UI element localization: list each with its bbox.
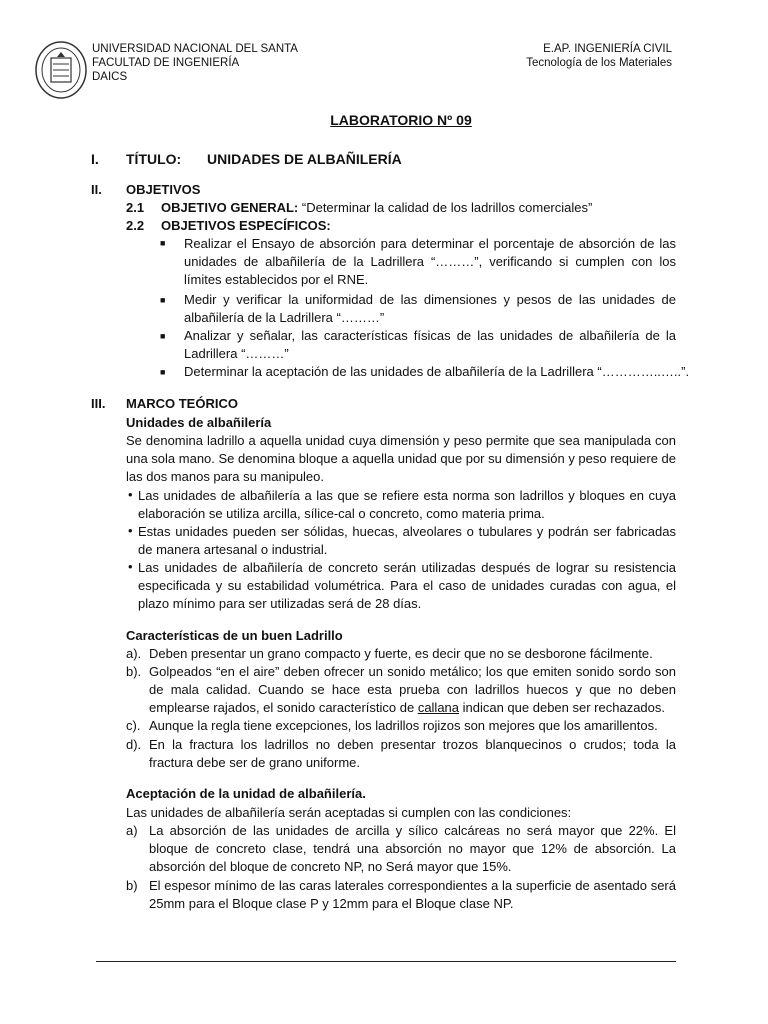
char-label-b: b). — [126, 664, 142, 679]
accept-label-b: b) — [126, 878, 138, 893]
section3-label: MARCO TEÓRICO — [126, 396, 238, 411]
section2-num: II. — [91, 182, 102, 197]
char-label-d: d). — [126, 737, 142, 752]
bullet-marker: ■ — [160, 331, 166, 341]
objective-bullet-1: Realizar el Ensayo de absorción para determinar el porcentaje de absorción de las unidades de albañilería de la Ladrillera “………”, verificando si cumplen con los límites establecidos por el RNE. — [184, 236, 676, 288]
char-item-b-text: Golpeados “en el aire” deben ofrecer un sonido metálico; los que emiten sonido sordo son de mala calidad. Cuando se hace esta prueba con ladrillos huecos y que no deben emplearse rajados, el sonido característico de — [149, 664, 676, 716]
char-item-b — [149, 663, 676, 718]
bullet-marker: ■ — [160, 238, 166, 248]
section1-title: UNIDADES DE ALBAÑILERÍA — [207, 151, 402, 167]
header-left — [92, 42, 298, 84]
objective-specific-label: OBJETIVOS ESPECÍFICOS: — [161, 218, 331, 233]
units-bullet-marker: • — [128, 487, 133, 502]
accept-item-b: El espesor mínimo de las caras laterales correspondientes a la superficie de asentado será 25mm para el Bloque clase P y 12mm para el Bloque clase NP. — [149, 878, 676, 912]
objective-bullet-3: Analizar y señalar, las características físicas de las unidades de albañilería de la Ladrillera “………” — [184, 328, 676, 362]
units-bullet-marker: • — [128, 523, 133, 538]
accept-label-a: a) — [126, 823, 138, 838]
section1-num: I. — [91, 151, 99, 167]
header-faculty: FACULTAD DE INGENIERÍA — [92, 57, 240, 69]
university-seal-logo — [34, 40, 88, 100]
bullet-marker: ■ — [160, 295, 166, 305]
char-label-c: c). — [126, 718, 141, 733]
objective-specific-num: 2.2 — [126, 218, 145, 233]
units-heading: Unidades de albañilería — [126, 415, 272, 430]
header-right — [526, 42, 672, 70]
objective-general-label: OBJETIVO GENERAL: — [161, 200, 299, 215]
objective-general-text: “Determinar la calidad de los ladrillos comerciales” — [301, 200, 593, 215]
characteristics-heading: Características de un buen Ladrillo — [126, 628, 343, 643]
units-bullet-1: Las unidades de albañilería a las que se refiere esta norma son ladrillos y bloques en cuya elaboración se utiliza arcilla, sílice-cal o concreto, como materia prima. — [138, 488, 676, 522]
char-item-b-underlined: callana — [417, 700, 460, 716]
section2-label: OBJETIVOS — [126, 182, 201, 197]
units-bullet-3: Las unidades de albañilería de concreto serán utilizadas después de lograr su resistencia especificada y su estabilidad volumétrica. Para el caso de unidades curadas con agua, el plazo mínimo para ser utilizadas será de 28 días. — [138, 560, 676, 612]
header-school: E.AP. INGENIERÍA CIVIL — [543, 43, 672, 55]
section1-label: TÍTULO: — [126, 151, 182, 167]
lab-title: LABORATORIO Nº 09 — [330, 112, 472, 128]
units-bullet-2: Estas unidades pueden ser sólidas, huecas, alveolares o tubulares y podrán ser fabricadas de manera artesanal o industrial. — [138, 524, 676, 558]
objective-bullet-4: Determinar la aceptación de las unidades de albañilería de la Ladrillera “…………..…..”. — [184, 364, 690, 379]
char-item-c: Aunque la regla tiene excepciones, los ladrillos rojizos son mejores que los amarillentos. — [149, 718, 658, 733]
header-course: Tecnología de los Materiales — [526, 57, 672, 69]
header-dept: DAICS — [92, 71, 128, 83]
units-bullet-marker: • — [128, 559, 133, 574]
char-item-d: En la fractura los ladrillos no deben presentar trozos blanquecinos o crudos; toda la fractura debe ser de grano uniforme. — [149, 737, 676, 771]
char-label-a: a). — [126, 646, 142, 661]
footer-divider — [96, 961, 676, 962]
char-item-a: Deben presentar un grano compacto y fuerte, es decir que no se desborone fácilmente. — [149, 646, 653, 661]
objective-general-num: 2.1 — [126, 200, 145, 215]
acceptance-heading: Aceptación de la unidad de albañilería. — [126, 786, 366, 801]
header-university: UNIVERSIDAD NACIONAL DEL SANTA — [92, 43, 298, 55]
section3-num: III. — [91, 396, 106, 411]
char-item-b-text-end: indican que deben ser rechazados. — [459, 700, 665, 716]
objective-general — [161, 200, 592, 215]
units-paragraph: Se denomina ladrillo a aquella unidad cuya dimensión y peso permite que sea manipulada con una sola mano. Se denomina bloque a aquella unidad que por su dimensión y peso requiere de las dos manos para su manipuleo. — [126, 433, 676, 485]
accept-item-a: La absorción de las unidades de arcilla y sílico calcáreas no será mayor que 22%. El bloque de concreto clase, tendrá una absorción no mayor que 12% de absorción. La absorción del bloque de concreto NP, no Será mayor que 15%. — [149, 823, 676, 875]
bullet-marker: ■ — [160, 367, 166, 377]
acceptance-intro: Las unidades de albañilería serán aceptadas si cumplen con las condiciones: — [126, 805, 572, 820]
objective-bullet-2: Medir y verificar la uniformidad de las dimensiones y pesos de las unidades de albañilería de la Ladrillera “………” — [184, 292, 676, 326]
